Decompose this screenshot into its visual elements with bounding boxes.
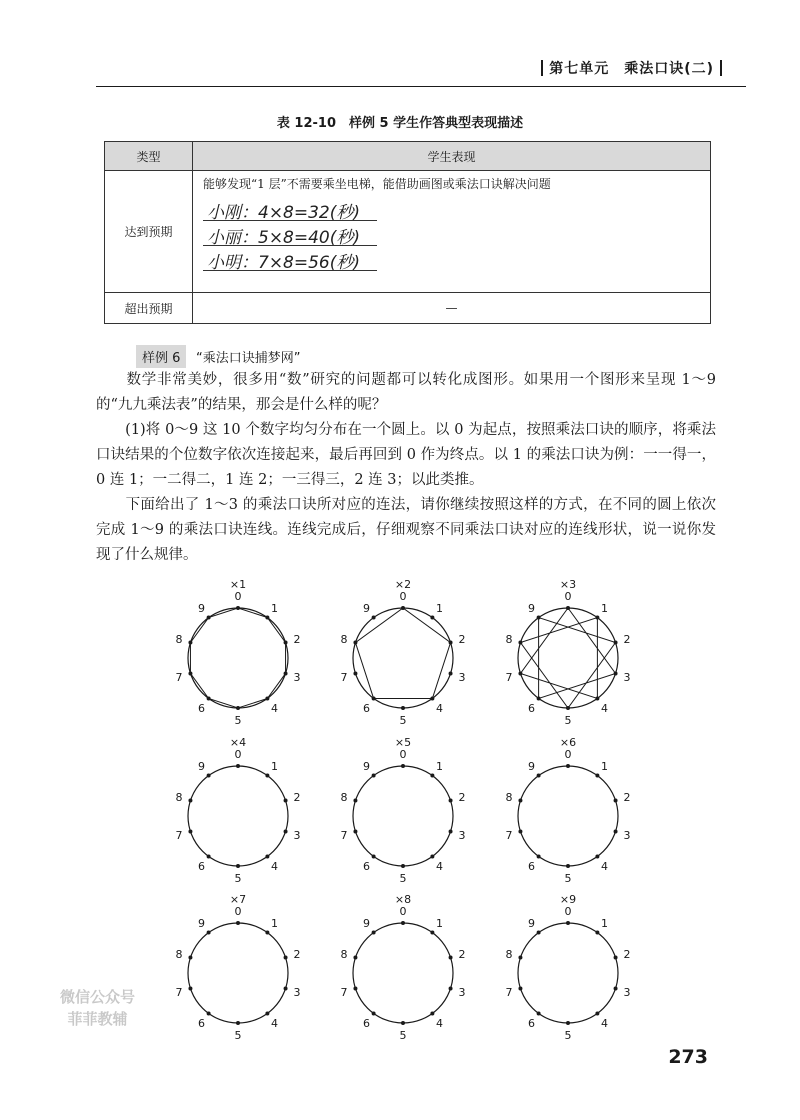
digit-point — [430, 616, 434, 620]
performance-description: 能够发现“1 层”不需要乘坐电梯，能借助画图或乘法口诀解决问题 — [203, 177, 551, 191]
digit-label: 4 — [270, 702, 278, 716]
digit-point — [518, 671, 522, 675]
digit-label: 6 — [198, 1017, 206, 1031]
digit-label: 1 — [600, 759, 608, 773]
circle-diagram-1 — [176, 578, 301, 727]
digit-label: 9 — [363, 916, 371, 930]
diagram-label: ×4 — [229, 736, 247, 749]
digit-point — [265, 774, 269, 778]
digit-label: 5 — [234, 1029, 242, 1040]
digit-label: 0 — [399, 590, 407, 603]
digit-label: 8 — [505, 790, 513, 804]
digit-label: 2 — [293, 632, 301, 646]
handwritten-answer: 小丽：5×8=40(秒) — [203, 221, 377, 246]
digit-point — [566, 606, 570, 610]
digit-label: 9 — [363, 759, 371, 773]
digit-label: 7 — [505, 829, 513, 843]
diagram-label: ×5 — [394, 736, 412, 749]
digit-label: 7 — [505, 671, 513, 685]
digit-point — [284, 986, 288, 990]
digit-point — [449, 986, 453, 990]
digit-label: 3 — [458, 671, 466, 685]
watermark-line: 微信公众号 — [60, 988, 136, 1006]
table-header-row — [105, 142, 711, 171]
circle-diagram-7 — [176, 893, 301, 1040]
digit-label: 7 — [175, 829, 183, 843]
digit-label: 3 — [458, 986, 466, 1000]
digit-point — [265, 931, 269, 935]
digit-point — [595, 931, 599, 935]
digit-point — [430, 854, 434, 858]
digit-point — [566, 706, 570, 710]
digit-label: 5 — [564, 872, 572, 885]
paragraph-intro: 数学非常美妙，很多用“数”研究的问题都可以转化成图形。如果用一个图形来呈现 1～9 的“九九乘法表”的结果，那会是什么样的呢？ — [96, 372, 716, 413]
digit-point — [353, 799, 357, 803]
digit-point — [566, 921, 570, 925]
digit-point — [537, 1011, 541, 1015]
circle-diagram-5 — [341, 736, 466, 885]
digit-label: 8 — [175, 790, 183, 804]
digit-point — [449, 799, 453, 803]
handwritten-answer: 小明：7×8=56(秒) — [203, 246, 377, 271]
digit-point — [188, 641, 192, 645]
digit-label: 5 — [234, 714, 242, 727]
digit-point — [430, 1011, 434, 1015]
digit-point — [614, 986, 618, 990]
digit-label: 1 — [435, 601, 443, 615]
digit-point — [401, 864, 405, 868]
digit-label: 7 — [505, 986, 513, 1000]
digit-label: 4 — [270, 1017, 278, 1031]
circle-diagram-6 — [506, 736, 631, 885]
digit-point — [353, 986, 357, 990]
header-bar-left — [541, 60, 543, 76]
circle-outline — [188, 608, 288, 708]
digit-label: 8 — [340, 790, 348, 804]
digit-point — [284, 641, 288, 645]
digit-point — [372, 854, 376, 858]
digit-point — [595, 774, 599, 778]
digit-label: 3 — [623, 671, 631, 685]
digit-label: 1 — [600, 916, 608, 930]
digit-point — [518, 799, 522, 803]
digit-point — [566, 1021, 570, 1025]
digit-label: 2 — [293, 790, 301, 804]
digit-point — [236, 1021, 240, 1025]
digit-label: 0 — [399, 748, 407, 761]
digit-label: 0 — [399, 905, 407, 918]
connection-path — [190, 608, 285, 708]
digit-label: 7 — [340, 986, 348, 1000]
digit-point — [537, 774, 541, 778]
diagram-label: ×3 — [559, 578, 577, 591]
digit-point — [207, 1011, 211, 1015]
row-performance-meets — [193, 171, 711, 293]
digit-point — [372, 774, 376, 778]
row-type-exceeds: 超出预期 — [105, 293, 193, 324]
digit-label: 9 — [198, 916, 206, 930]
performance-table — [104, 141, 711, 324]
digit-point — [236, 706, 240, 710]
digit-label: 0 — [234, 905, 242, 918]
digit-point — [595, 854, 599, 858]
digit-label: 7 — [175, 986, 183, 1000]
digit-point — [265, 696, 269, 700]
connection-path — [520, 608, 615, 708]
digit-point — [353, 641, 357, 645]
paragraph-task: 下面给出了 1～3 的乘法口诀所对应的连法，请你继续按照这样的方式，在不同的圆上依次完成 1～9 的乘法口诀连线。连线完成后，仔细观察不同乘法口诀对应的连线形状，说一说你发现了什么规律。 — [96, 497, 716, 563]
digit-label: 4 — [435, 702, 443, 716]
header-rule — [96, 86, 746, 87]
digit-label: 0 — [234, 590, 242, 603]
digit-label: 9 — [198, 601, 206, 615]
digit-label: 4 — [270, 860, 278, 874]
row-performance-exceeds: — — [193, 293, 711, 324]
digit-point — [236, 606, 240, 610]
digit-point — [207, 616, 211, 620]
digit-point — [236, 764, 240, 768]
digit-point — [537, 696, 541, 700]
col-header-type: 类型 — [105, 142, 193, 171]
digit-label: 3 — [458, 829, 466, 843]
digit-label: 0 — [234, 748, 242, 761]
digit-label: 4 — [435, 1017, 443, 1031]
digit-point — [353, 956, 357, 960]
digit-point — [207, 774, 211, 778]
digit-label: 1 — [270, 759, 278, 773]
diagram-label: ×2 — [394, 578, 412, 591]
digit-point — [537, 931, 541, 935]
digit-label: 6 — [528, 702, 536, 716]
circle-diagram-2 — [341, 578, 466, 727]
digit-point — [401, 921, 405, 925]
digit-point — [566, 764, 570, 768]
circle-outline — [188, 923, 288, 1023]
handwritten-answer: 小刚：4×8=32(秒) — [203, 196, 377, 221]
digit-label: 4 — [600, 702, 608, 716]
digit-label: 3 — [293, 986, 301, 1000]
digit-label: 8 — [505, 947, 513, 961]
header-text: 第七单元 乘法口诀(二) — [549, 61, 714, 77]
digit-label: 2 — [623, 632, 631, 646]
col-header-performance: 学生表现 — [193, 142, 711, 171]
running-header — [535, 58, 728, 78]
digit-point — [595, 616, 599, 620]
digit-label: 0 — [564, 748, 572, 761]
digit-point — [353, 671, 357, 675]
digit-point — [518, 641, 522, 645]
digit-point — [372, 931, 376, 935]
digit-point — [518, 829, 522, 833]
digit-label: 1 — [600, 601, 608, 615]
digit-label: 8 — [175, 947, 183, 961]
digit-label: 9 — [528, 601, 536, 615]
digit-label: 5 — [564, 1029, 572, 1040]
digit-label: 5 — [399, 872, 407, 885]
digit-label: 2 — [458, 790, 466, 804]
digit-point — [614, 956, 618, 960]
digit-point — [595, 1011, 599, 1015]
digit-label: 9 — [363, 601, 371, 615]
digit-point — [284, 799, 288, 803]
digit-point — [430, 774, 434, 778]
watermark — [60, 986, 135, 1030]
digit-point — [537, 616, 541, 620]
digit-point — [430, 931, 434, 935]
header-bar-right — [720, 60, 722, 76]
digit-label: 6 — [198, 702, 206, 716]
table-row — [105, 171, 711, 293]
digit-label: 3 — [623, 986, 631, 1000]
connection-path — [355, 608, 450, 698]
circle-diagram-3 — [506, 578, 631, 727]
digit-point — [401, 1021, 405, 1025]
digit-label: 3 — [623, 829, 631, 843]
digit-point — [401, 606, 405, 610]
digit-point — [537, 854, 541, 858]
circle-outline — [518, 766, 618, 866]
digit-label: 6 — [528, 860, 536, 874]
digit-label: 1 — [270, 916, 278, 930]
digit-point — [353, 829, 357, 833]
digit-point — [518, 986, 522, 990]
digit-label: 6 — [363, 860, 371, 874]
diagram-label: ×7 — [229, 893, 247, 906]
digit-label: 9 — [198, 759, 206, 773]
digit-label: 1 — [270, 601, 278, 615]
digit-point — [265, 854, 269, 858]
digit-point — [614, 799, 618, 803]
circle-outline — [353, 923, 453, 1023]
digit-label: 3 — [293, 829, 301, 843]
digit-point — [449, 671, 453, 675]
digit-label: 2 — [293, 947, 301, 961]
digit-label: 6 — [363, 1017, 371, 1031]
digit-label: 4 — [600, 860, 608, 874]
digit-label: 3 — [293, 671, 301, 685]
digit-point — [614, 671, 618, 675]
digit-label: 7 — [175, 671, 183, 685]
digit-point — [430, 696, 434, 700]
circle-outline — [188, 766, 288, 866]
digit-label: 6 — [198, 860, 206, 874]
digit-point — [449, 829, 453, 833]
digit-label: 2 — [458, 632, 466, 646]
digit-label: 5 — [399, 1029, 407, 1040]
digit-label: 6 — [528, 1017, 536, 1031]
digit-label: 7 — [340, 671, 348, 685]
digit-label: 8 — [505, 632, 513, 646]
circle-outline — [518, 608, 618, 708]
digit-point — [449, 956, 453, 960]
table-caption: 表 12-10 样例 5 学生作答典型表现描述 — [276, 116, 524, 131]
digit-point — [207, 854, 211, 858]
digit-point — [188, 799, 192, 803]
digit-label: 6 — [363, 702, 371, 716]
digit-point — [401, 706, 405, 710]
digit-point — [284, 671, 288, 675]
diagram-label: ×8 — [394, 893, 412, 906]
digit-point — [449, 641, 453, 645]
circle-diagrams — [0, 570, 800, 1040]
digit-point — [207, 931, 211, 935]
digit-label: 5 — [399, 714, 407, 727]
digit-point — [614, 641, 618, 645]
circle-diagram-4 — [176, 736, 301, 885]
digit-point — [265, 616, 269, 620]
circle-outline — [353, 766, 453, 866]
circle-diagram-9 — [506, 893, 631, 1040]
digit-point — [284, 956, 288, 960]
table-row — [105, 293, 711, 324]
digit-point — [188, 986, 192, 990]
paragraph-instructions: (1)将 0～9 这 10 个数字均匀分布在一个圆上。以 0 为起点，按照乘法口诀的顺序，将乘法口诀结果的个位数字依次连接起来，最后再回到 0 作为终点。以 1 的乘法口诀为例：一一得一，0 连 1；一二得二，1 连 2；一三得三，2 连 3；以此类推。 — [96, 422, 716, 488]
digit-label: 8 — [340, 632, 348, 646]
digit-point — [236, 864, 240, 868]
digit-label: 8 — [175, 632, 183, 646]
digit-label: 2 — [623, 790, 631, 804]
digit-point — [372, 616, 376, 620]
digit-point — [188, 671, 192, 675]
page-number: 273 — [668, 1046, 708, 1068]
diagram-label: ×1 — [229, 578, 247, 591]
watermark-line: 菲菲教辅 — [67, 1010, 128, 1028]
digit-label: 9 — [528, 916, 536, 930]
digit-point — [614, 829, 618, 833]
digit-point — [401, 764, 405, 768]
digit-point — [518, 956, 522, 960]
digit-point — [207, 696, 211, 700]
diagram-label: ×6 — [559, 736, 577, 749]
circle-diagram-8 — [341, 893, 466, 1040]
digit-label: 4 — [600, 1017, 608, 1031]
digit-label: 8 — [340, 947, 348, 961]
digit-point — [236, 921, 240, 925]
digit-label: 2 — [623, 947, 631, 961]
digit-point — [372, 696, 376, 700]
digit-label: 9 — [528, 759, 536, 773]
digit-label: 5 — [564, 714, 572, 727]
digit-label: 1 — [435, 759, 443, 773]
digit-point — [284, 829, 288, 833]
circle-outline — [518, 923, 618, 1023]
digit-point — [595, 696, 599, 700]
digit-point — [566, 864, 570, 868]
digit-label: 7 — [340, 829, 348, 843]
digit-label: 5 — [234, 872, 242, 885]
digit-point — [265, 1011, 269, 1015]
digit-label: 2 — [458, 947, 466, 961]
sample-title: “乘法口诀捕梦网” — [196, 351, 301, 366]
digit-label: 4 — [435, 860, 443, 874]
digit-label: 0 — [564, 590, 572, 603]
diagram-label: ×9 — [559, 893, 577, 906]
digit-label: 0 — [564, 905, 572, 918]
circle-outline — [353, 608, 453, 708]
row-type-meets: 达到预期 — [105, 171, 193, 293]
digit-point — [188, 829, 192, 833]
digit-label: 1 — [435, 916, 443, 930]
digit-point — [372, 1011, 376, 1015]
sample-tag: 样例 6 — [136, 345, 186, 368]
digit-point — [188, 956, 192, 960]
